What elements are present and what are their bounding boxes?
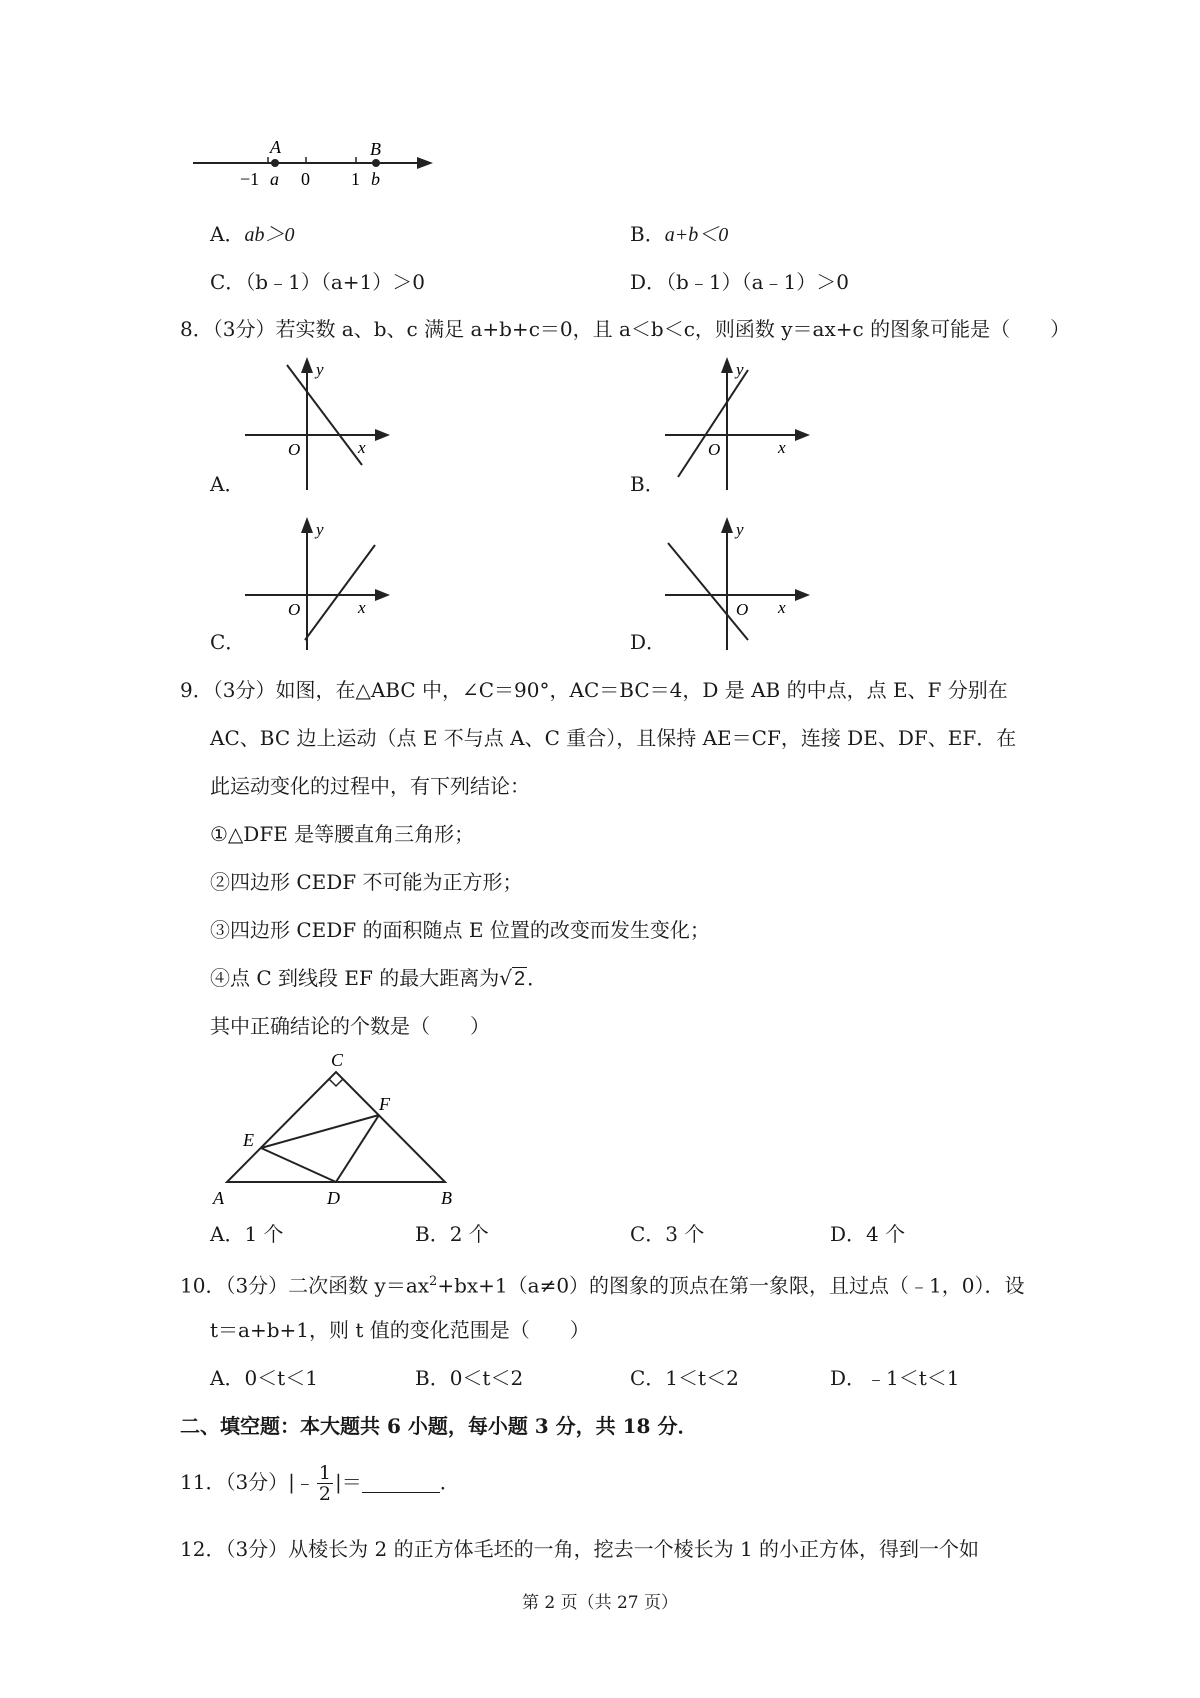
q9-option-d: D．4 个 <box>830 1222 906 1246</box>
q9-conclusion-4: ④点 C 到线段 EF 的最大距离为√ 2 ． <box>210 964 547 993</box>
answer-blank <box>362 1470 440 1493</box>
q9-question: 其中正确结论的个数是（ ） <box>210 1014 490 1038</box>
q12-stem: 12．（3分）从棱长为 2 的正方体毛坯的一角，挖去一个棱长为 1 的小正方体，得到一个如 <box>180 1537 980 1561</box>
svg-text:x: x <box>358 438 366 457</box>
q7-option-b: B．a+b＜0 <box>630 222 729 246</box>
number-line-arrow <box>417 157 433 169</box>
label-neg1: −1 <box>240 169 260 189</box>
q8-graph-b <box>660 355 810 495</box>
q10-stem-line1: 10．（3分）二次函数 $y=ax^2+bx+1(a\ne 0)$的图象的顶点在第一象限，且过点（﹣1，0）．设 <box>180 1273 1025 1298</box>
q8-line-c <box>305 545 375 640</box>
q8-option-b: B． <box>630 472 665 496</box>
q10-option-d: D．﹣1＜t＜1 <box>830 1366 960 1390</box>
svg-text:O: O <box>708 440 721 459</box>
svg-text:E: E <box>243 1130 254 1150</box>
q8-option-a: A． <box>210 472 245 496</box>
q10-option-a: A．0＜t＜1 <box>210 1366 318 1390</box>
svg-text:A: A <box>213 1188 224 1208</box>
segment-ed <box>261 1148 336 1182</box>
svg-text:O: O <box>736 600 749 619</box>
q10-stem-line2: t＝a+b+1，则 t 值的变化范围是（ ） <box>210 1318 590 1342</box>
q8-option-d: D． <box>630 630 667 654</box>
q7-option-c: C．（b﹣1）（a+1）＞0 <box>210 270 425 294</box>
label-B: B <box>370 139 381 159</box>
label-a: a <box>270 169 279 189</box>
label-A: A <box>270 137 281 157</box>
label-zero: 0 <box>301 169 310 189</box>
svg-text:C: C <box>331 1050 344 1070</box>
q9-option-c: C．3 个 <box>630 1222 705 1246</box>
q9-conclusion-2: ②四边形 CEDF 不可能为正方形； <box>210 870 523 894</box>
svg-text:O: O <box>288 440 301 459</box>
svg-text:F: F <box>379 1094 390 1114</box>
page-footer: 第 2 页（共 27 页） <box>521 1593 679 1613</box>
svg-text:y: y <box>736 360 744 379</box>
svg-text:x: x <box>778 438 786 457</box>
svg-text:x: x <box>358 598 366 617</box>
q7-option-d: D．（b﹣1）（a﹣1）＞0 <box>630 270 849 294</box>
point-a <box>271 159 279 167</box>
svg-text:y: y <box>316 520 324 539</box>
q10-option-b: B．0＜t＜2 <box>415 1366 524 1390</box>
svg-text:y: y <box>316 360 324 379</box>
point-b <box>372 159 380 167</box>
q9-triangle-figure <box>205 1050 465 1210</box>
svg-text:x: x <box>778 598 786 617</box>
q9-stem-line2: AC、BC 边上运动（点 E 不与点 A、C 重合），且保持 AE＝CF，连接 DE、DF、EF．在 <box>210 726 1017 750</box>
fraction-one-half: $\frac{1}{2}$ <box>318 1462 332 1505</box>
q9-option-a: A．1 个 <box>210 1222 284 1246</box>
section-heading-fill-in: 二、填空题：本大题共 6 小题，每小题 3 分，共 18 分． <box>180 1414 698 1438</box>
number-line-figure <box>185 135 445 195</box>
q8-line-b <box>678 370 748 477</box>
svg-text:O: O <box>288 600 301 619</box>
q8-graph-a <box>240 355 390 495</box>
q9-conclusion-3: ③四边形 CEDF 的面积随点 E 位置的改变而发生变化； <box>210 918 710 942</box>
q11: 11．（3分）|﹣ $\frac{1}{2}$ |＝ ． <box>180 1462 460 1505</box>
svg-text:D: D <box>327 1188 340 1208</box>
q9-stem-line1: 9．（3分）如图，在△ABC 中，∠C＝90°，AC＝BC＝4，D 是 AB 的中点，点 E、F 分别在 <box>180 678 1008 702</box>
q9-option-b: B．2 个 <box>415 1222 489 1246</box>
q8-stem: 8．（3分）若实数 a、b、c 满足 a+b+c＝0，且 a＜b＜c，则函数 y＝ax+c 的图象可能是（ ） <box>180 317 1071 341</box>
q10-option-c: C．1＜t＜2 <box>630 1366 739 1390</box>
q8-line-d <box>668 543 748 640</box>
q8-graph-c <box>240 515 390 655</box>
sqrt-symbol: √ 2 <box>499 966 526 990</box>
q8-option-c: C． <box>210 630 246 654</box>
q9-stem-line3: 此运动变化的过程中，有下列结论： <box>210 774 530 798</box>
svg-text:B: B <box>441 1188 452 1208</box>
q9-conclusion-1: ①△DFE 是等腰直角三角形； <box>210 822 475 846</box>
q7-option-a: A．ab＞0 <box>210 222 295 246</box>
right-angle-mark <box>329 1079 343 1086</box>
q8-graph-d <box>660 515 810 655</box>
label-b: b <box>371 169 380 189</box>
svg-text:y: y <box>736 520 744 539</box>
label-one: 1 <box>351 169 360 189</box>
